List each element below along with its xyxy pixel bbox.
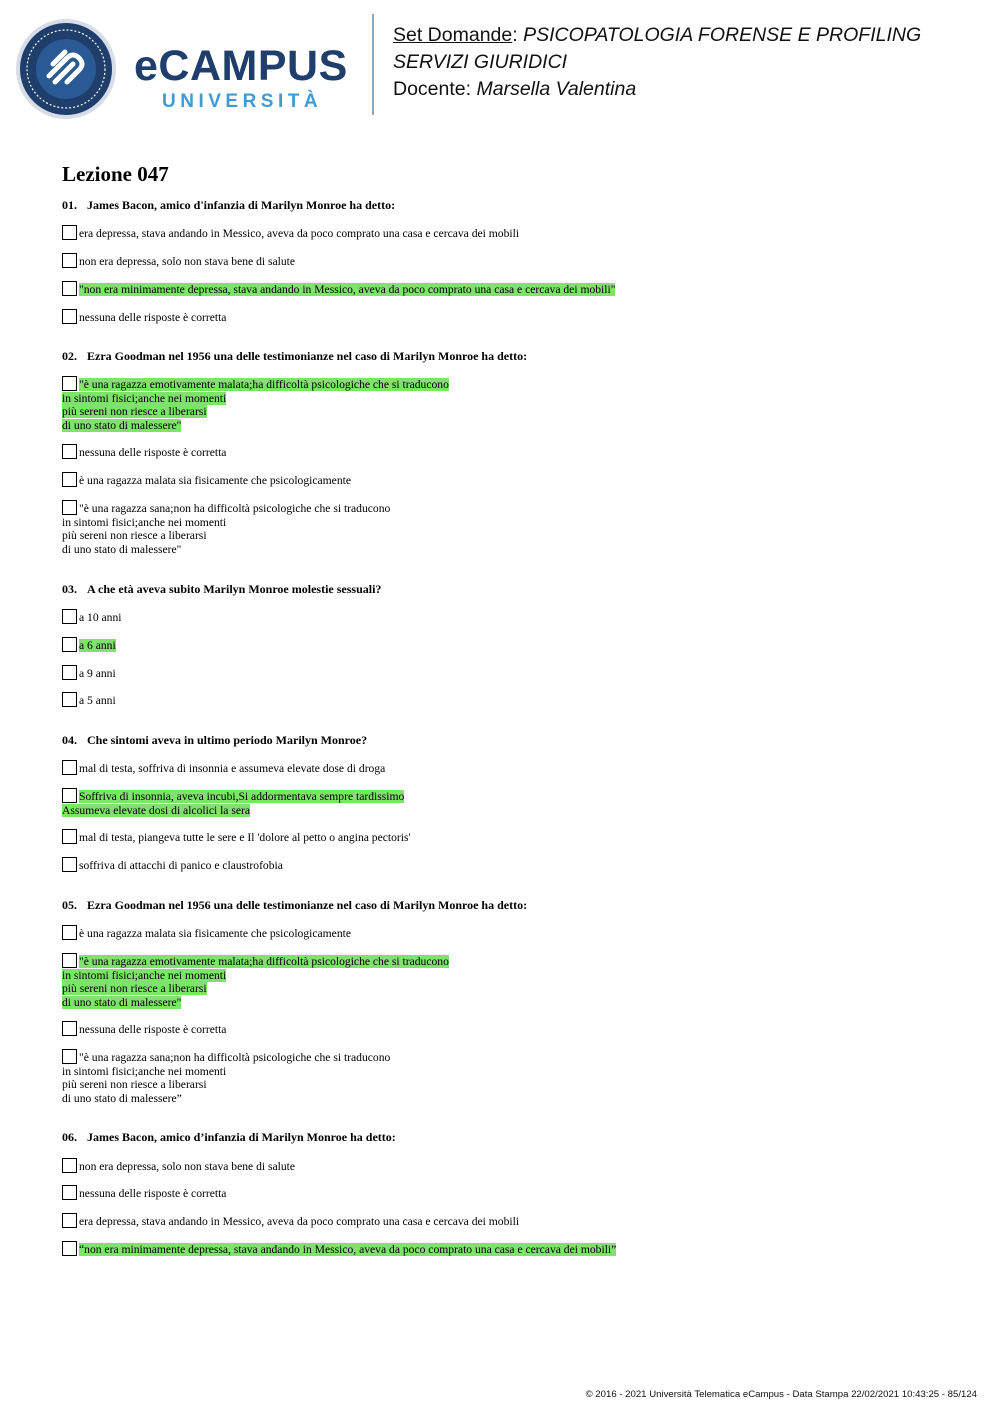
answer-text: era depressa, stava andando in Messico, aveva da poco comprato una casa e cercava dei mobili — [79, 227, 520, 240]
answer-text: a 10 anni — [79, 611, 122, 624]
answer-checkbox[interactable] — [62, 472, 77, 487]
answer-text: mal di testa, piangeva tutte le sere e Il 'dolore al petto o angina pectoris' — [79, 831, 411, 844]
answer-option — [62, 692, 116, 708]
answer-text: più sereni non riesce a liberarsi — [62, 982, 207, 995]
question-title — [62, 1130, 396, 1145]
answer-checkbox[interactable] — [62, 665, 77, 680]
answer-checkbox[interactable] — [62, 1021, 77, 1036]
header-info: Set Domande: PSICOPATOLOGIA FORENSE E PROFILING SERVIZI GIURIDICI Docente: Marsella Valentina — [393, 24, 922, 100]
answer-option — [62, 829, 411, 845]
question-text: James Bacon, amico d'infanzia di Marilyn Monroe ha detto: — [87, 198, 396, 212]
answer-checkbox[interactable] — [62, 376, 77, 391]
question-text: Che sintomi aveva in ultimo periodo Marilyn Monroe? — [87, 733, 368, 747]
answer-text: di uno stato di malessere" — [62, 418, 182, 432]
answer-checkbox[interactable] — [62, 1158, 77, 1173]
answer-text: a 9 anni — [79, 667, 116, 680]
question-title — [62, 733, 367, 748]
answer-text: era depressa, stava andando in Messico, aveva da poco comprato una casa e cercava dei mobili — [79, 1215, 520, 1228]
answer-checkbox[interactable] — [62, 637, 77, 652]
answer-checkbox[interactable] — [62, 253, 77, 268]
answer-checkbox[interactable] — [62, 692, 77, 707]
answer-text: “non era minimamente depressa, stava andando in Messico, aveva da poco comprato una casa e cercava dei mobili” — [79, 1243, 617, 1256]
question-title — [62, 898, 527, 913]
set-label: Set Domande — [393, 24, 513, 46]
answer-text: "è una ragazza emotivamente malata;ha difficoltà psicologiche che si traducono — [79, 955, 449, 968]
question-number: 05. — [62, 898, 77, 912]
answer-option — [62, 665, 116, 681]
answer-option — [62, 1185, 226, 1201]
answer-text: "non era minimamente depressa, stava andando in Messico, aveva da poco comprato una casa e cercava dei mobili" — [79, 283, 616, 296]
answer-option — [62, 760, 385, 776]
answer-checkbox[interactable] — [62, 609, 77, 624]
answer-text: nessuna delle risposte è corretta — [79, 1023, 227, 1036]
answer-text: in sintomi fisici;anche nei momenti — [62, 968, 227, 982]
answer-text: non era depressa, solo non stava bene di salute — [79, 1160, 296, 1173]
answer-checkbox[interactable] — [62, 788, 77, 803]
answer-text: più sereni non riesce a liberarsi — [62, 1078, 207, 1091]
answer-text: più sereni non riesce a liberarsi — [62, 405, 207, 418]
answer-checkbox[interactable] — [62, 444, 77, 459]
answer-checkbox[interactable] — [62, 500, 77, 515]
page-footer: © 2016 - 2021 Università Telematica eCampus - Data Stampa 22/02/2021 10:43:25 - 85/124 — [585, 1389, 977, 1400]
answer-checkbox[interactable] — [62, 1049, 77, 1064]
answer-option — [62, 444, 226, 460]
logo-subtext: UNIVERSITÀ — [162, 91, 323, 112]
answer-checkbox[interactable] — [62, 925, 77, 940]
answer-option — [62, 1158, 295, 1174]
answer-text: mal di testa, soffriva di insonnia e assumeva elevate dose di droga — [79, 762, 386, 775]
answer-option — [62, 500, 390, 556]
course-name: PSICOPATOLOGIA FORENSE E PROFILING — [523, 24, 922, 46]
answer-option — [62, 472, 351, 488]
answer-option — [62, 281, 615, 297]
answer-text: di uno stato di malessere" — [62, 995, 182, 1009]
question-number: 04. — [62, 733, 77, 747]
answer-text: a 5 anni — [79, 694, 116, 707]
answer-option — [62, 1241, 616, 1257]
question-number: 01. — [62, 198, 77, 212]
answer-option — [62, 857, 283, 873]
question-title — [62, 198, 395, 213]
answer-checkbox[interactable] — [62, 281, 77, 296]
logo-text: eCAMPUS — [134, 42, 348, 90]
answer-checkbox[interactable] — [62, 760, 77, 775]
question-title — [62, 582, 381, 597]
lesson-title: Lezione 047 — [62, 162, 169, 186]
answer-option — [62, 637, 116, 653]
answer-checkbox[interactable] — [62, 857, 77, 872]
answer-text: più sereni non riesce a liberarsi — [62, 529, 207, 542]
question-number: 03. — [62, 582, 77, 596]
question-title — [62, 349, 527, 364]
answer-text: "è una ragazza sana;non ha difficoltà psicologiche che si traducono — [79, 502, 391, 515]
answer-text: non era depressa, solo non stava bene di salute — [79, 255, 296, 268]
answer-option — [62, 953, 449, 1009]
answer-option — [62, 1021, 226, 1037]
question-number: 02. — [62, 349, 77, 363]
ecampus-logo-emblem — [15, 18, 117, 120]
question-number: 06. — [62, 1130, 77, 1144]
answer-checkbox[interactable] — [62, 309, 77, 324]
answer-text: in sintomi fisici;anche nei momenti — [62, 1064, 227, 1078]
answer-text: è una ragazza malata sia fisicamente che psicologicamente — [79, 474, 351, 487]
answer-text: a 6 anni — [79, 639, 116, 652]
answer-option — [62, 609, 122, 625]
answer-option — [62, 1213, 519, 1229]
course-name-line2: SERVIZI GIURIDICI — [393, 51, 568, 73]
answer-checkbox[interactable] — [62, 829, 77, 844]
answer-option — [62, 225, 519, 241]
answer-text: "è una ragazza sana;non ha difficoltà psicologiche che si traducono — [79, 1051, 391, 1064]
answer-option — [62, 788, 404, 817]
question-text: A che età aveva subito Marilyn Monroe molestie sessuali? — [87, 582, 382, 596]
answer-text: in sintomi fisici;anche nei momenti — [62, 391, 227, 405]
question-text: James Bacon, amico d’infanzia di Marilyn Monroe ha detto: — [87, 1130, 396, 1144]
ecampus-logo-wordmark — [134, 42, 348, 113]
answer-checkbox[interactable] — [62, 225, 77, 240]
question-text: Ezra Goodman nel 1956 una delle testimonianze nel caso di Marilyn Monroe ha detto: — [87, 349, 528, 363]
answer-checkbox[interactable] — [62, 953, 77, 968]
question-text: Ezra Goodman nel 1956 una delle testimonianze nel caso di Marilyn Monroe ha detto: — [87, 898, 528, 912]
answer-text: di uno stato di malessere" — [62, 542, 182, 556]
answer-option — [62, 1049, 390, 1105]
answer-text: soffriva di attacchi di panico e claustrofobia — [79, 859, 283, 872]
answer-checkbox[interactable] — [62, 1213, 77, 1228]
answer-text: Soffriva di insonnia, aveva incubi,Si addormentava sempre tardissimo — [79, 790, 405, 803]
answer-option — [62, 376, 449, 432]
teacher-name: Marsella Valentina — [476, 78, 637, 100]
answer-option — [62, 309, 226, 325]
teacher-label: Docente — [393, 78, 466, 100]
answer-text: nessuna delle risposte è corretta — [79, 446, 227, 459]
answer-text: Assumeva elevate dosi di alcolici la sera — [62, 803, 251, 817]
answer-option — [62, 925, 351, 941]
header-divider — [372, 14, 374, 115]
answer-text: in sintomi fisici;anche nei momenti — [62, 515, 227, 529]
answer-text: "è una ragazza emotivamente malata;ha difficoltà psicologiche che si traducono — [79, 378, 449, 391]
answer-option — [62, 253, 295, 269]
answer-checkbox[interactable] — [62, 1185, 77, 1200]
answer-text: di uno stato di malessere” — [62, 1091, 182, 1105]
answer-text: è una ragazza malata sia fisicamente che psicologicamente — [79, 927, 351, 940]
answer-text: nessuna delle risposte è corretta — [79, 311, 227, 324]
answer-checkbox[interactable] — [62, 1241, 77, 1256]
answer-text: nessuna delle risposte è corretta — [79, 1187, 227, 1200]
